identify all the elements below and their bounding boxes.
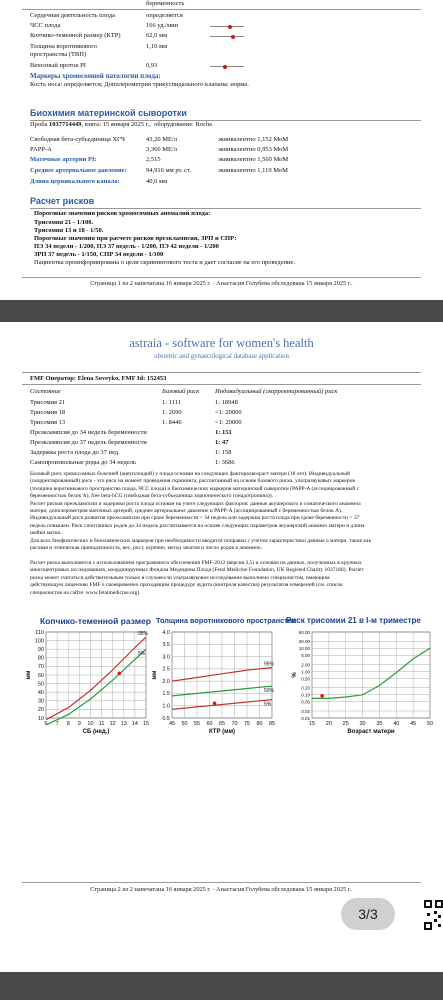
x-tick-label: 35	[376, 721, 383, 727]
divider	[22, 277, 421, 278]
y-tick-label: 40	[37, 690, 44, 696]
y-axis-label: мм	[26, 670, 32, 680]
y-tick-label: 60	[37, 672, 44, 679]
paragraph-line: (толщина воротникового пространства плода, ЧСС плода) и биохимических маркеров материнской сыворотки (PAPP-A (ассоциированный с	[30, 485, 360, 492]
risk-line: ЗРП 37 недель - 1/150, СПР 34 недели - 1/100	[34, 251, 164, 258]
biochem-value: 3,360 МЕ/л	[146, 146, 178, 153]
table-header: Базовый риск	[162, 388, 200, 395]
risk-line: Трисомия 13 и 18 - 1/50.	[34, 227, 104, 234]
row-value: 0,93	[146, 62, 158, 69]
range-bar	[210, 66, 244, 67]
markers-text: Кость носа: определяется; Допплерометрия трикуспидального клапана: норма.	[30, 81, 249, 88]
row-value: 1,10 мм	[146, 43, 168, 50]
y-tick-label: 2.00	[301, 662, 310, 668]
paragraph-line: специалистов на сайте: www.fetalmedicine.org).	[30, 589, 141, 596]
series-label: 5%	[138, 651, 146, 658]
table-row-name: Трисомия 21	[30, 399, 66, 406]
report-page-2	[0, 322, 443, 972]
x-tick-label: 11	[98, 721, 105, 727]
x-tick-label: 55	[193, 721, 201, 727]
x-tick-label: 45	[410, 721, 417, 727]
sample-line: Проба 1037714449, взята: 15 января 2025 г., оборудование: Roche.	[30, 121, 214, 128]
y-axis-label: мм	[152, 670, 158, 680]
risk-line: Пороговые значения рисков хромосомных аномалий плода:	[34, 210, 211, 217]
divider	[22, 372, 421, 373]
y-tick-label: 50.00	[298, 629, 310, 635]
y-tick-label: 1.0	[162, 703, 170, 710]
paragraph-line: Расчет риска выполняется с использованием программного обеспечения FMF-2012 (версия 3,5) и основан на данных, полученных в крупных	[30, 560, 362, 566]
report-page-1	[0, 0, 443, 300]
x-tick-label: 75	[243, 721, 251, 727]
nt-chart-title: Толщина воротникового пространства	[156, 616, 297, 625]
y-tick-label: 100	[34, 638, 44, 645]
qr-code-icon	[422, 896, 443, 936]
table-row-base: 1: 8446	[162, 419, 182, 426]
x-tick-label: 15	[308, 721, 316, 727]
row-label: Сердечная деятельность плода	[30, 12, 116, 19]
divider	[22, 384, 421, 385]
paragraph-line: беременностью белок А), free beta-hCG (свободная бета-субъединица хорионического гонадотропина)).	[30, 493, 273, 500]
t21-chart-title: Риск трисомии 21 в I-м триместре	[286, 616, 421, 625]
y-tick-label: 80	[37, 655, 44, 662]
x-axis-label: Возраст матери	[347, 729, 395, 735]
y-tick-label: 2.0	[162, 678, 170, 685]
y-tick-label: 0.02	[301, 708, 310, 714]
y-tick-label: 3.0	[162, 654, 170, 661]
row-value: 62,0 мм	[146, 32, 168, 39]
row-value: определяется	[146, 12, 183, 19]
page-footer: Страница 1 из 2 напечатана 16 января 2025 г. · Анастасия Голубева обследована 15 января 2025 г..	[90, 280, 353, 287]
y-tick-label: 2.5	[162, 666, 170, 673]
measurement-point	[320, 694, 324, 698]
x-tick-label: 9	[77, 721, 81, 727]
x-tick-label: 12	[109, 721, 116, 727]
paragraph-line: риска может считаться действительным только в случаеесли ультразвуковое исследование выполнено специалистом, имеющим	[30, 574, 330, 581]
risk-line: Пороговые значения при расчете рисков преэклампсии, ЗРП и СПР:	[34, 235, 237, 242]
paragraph-line: матери, допплерометрия маточных артерий, среднее артериальное давление и PAPP-A (ассоциированный с беременностью белок А).	[30, 508, 343, 514]
biochem-label: Маточные артерии PI:	[30, 156, 97, 163]
nt-chart	[150, 628, 285, 738]
measurement-point	[118, 671, 122, 675]
range-bar	[210, 36, 244, 37]
y-axis-label: %	[292, 672, 298, 678]
y-tick-label: 10	[37, 715, 44, 722]
y-tick-label: 0.50	[301, 676, 310, 682]
x-tick-label: 80	[256, 721, 263, 727]
table-row-ind: 1: 18948	[215, 399, 238, 406]
table-row-base: 1: 1111	[162, 399, 181, 406]
x-tick-label: 13	[120, 721, 127, 727]
range-bar	[210, 26, 244, 27]
page-footer: Страница 2 из 2 напечатана 16 января 2025 г. · Анастасия Голубева обследована 15 января 2025 г..	[90, 886, 353, 893]
series-label: 95%	[264, 661, 275, 668]
x-tick-label: 6	[44, 721, 48, 727]
logo-title: astraia - software for women's health	[129, 336, 314, 350]
x-tick-label: 8	[66, 721, 70, 727]
x-axis-label: КТР (мм)	[208, 729, 236, 735]
paragraph-line: Для всех биофизических и биохимических маркеров при необходимости вводятся поправки с учетом характеристики данные о матери, такие как	[30, 537, 372, 544]
y-tick-label: 10.00	[298, 646, 310, 652]
paragraph-line: Индивидуальный риск развития преэклампсии при сроке беременности < 34 недель или задержки роста плода при сроке беременности < 37	[30, 515, 360, 522]
biochem-value: 2,515	[146, 156, 161, 163]
cut-text: беременность	[146, 0, 185, 7]
y-tick-label: 3.5	[162, 642, 170, 649]
x-axis-label: СБ (нед.)	[82, 729, 110, 735]
series-label: 50%	[264, 688, 275, 695]
divider	[30, 208, 421, 209]
series-label: 95%	[138, 631, 149, 638]
table-row-ind: 1: 3686	[215, 459, 235, 466]
plot-area	[312, 632, 430, 718]
logo-subtitle: obstetric and gynaecological database application	[154, 353, 289, 360]
paragraph-line: многоцентровых исследованиях, координируемых Фондом Медицины Плода (Fetal Medicine Foundation, UK Registed Charity 1037166). Расчет	[30, 567, 364, 574]
x-tick-label: 40	[393, 721, 400, 727]
y-tick-label: 50	[37, 681, 44, 688]
paragraph-line: недель повышен. Риск спонтанных родов до 34 недель рассчитывается на основе следующих параметров акушерский анамнез матери и длина	[30, 522, 365, 529]
risk-line: Трисомия 21 - 1/100.	[34, 219, 94, 226]
y-tick-label: 30	[37, 698, 44, 705]
x-tick-label: 50	[181, 721, 188, 727]
biochem-title: Биохимия материнской сыворотки	[30, 108, 187, 118]
x-tick-label: 85	[268, 721, 276, 727]
x-tick-label: 30	[359, 721, 366, 727]
measurement-dot	[231, 35, 235, 39]
y-tick-label: 1.5	[162, 691, 170, 698]
x-tick-label: 20	[325, 721, 332, 727]
table-row-ind: <1: 20000	[215, 409, 242, 416]
y-tick-label: 20.00	[298, 639, 310, 645]
table-row-base: 1: 2690	[162, 409, 182, 416]
x-tick-label: 25	[342, 721, 349, 727]
table-row-name: Задержка роста плода до 37 нед.	[30, 449, 120, 456]
biochem-value: 94,916 мм рт. ст.	[146, 167, 191, 174]
paragraph-line: Расчет рисков преэклампсии и задержки роста плода основан на учете следующих факторов: данные акушерского и соматического анамнеза	[30, 500, 361, 507]
row-label: Толщина воротникового	[30, 43, 97, 50]
paragraph-line: расовая и этническая принадлежность, вес, рост, курение, метод зачатия и число родов в анамнезе.	[30, 545, 263, 551]
table-row-name: Преэклампсия до 34 недель беременности	[30, 429, 147, 436]
divider	[22, 882, 421, 883]
table-header: Состояние	[30, 388, 61, 395]
y-tick-label: 1.00	[301, 669, 310, 675]
paragraph-line: шейки матки.	[30, 530, 62, 537]
table-header: Индивидуальный (скорректированный) риск	[215, 388, 338, 395]
y-tick-label: 4.0	[162, 629, 170, 636]
x-tick-label: 45	[168, 721, 176, 727]
page-counter[interactable]: 3/3	[341, 898, 395, 930]
table-row-ind: 1: 151	[215, 429, 232, 436]
y-tick-label: 20	[37, 707, 44, 714]
x-tick-label: 60	[206, 721, 213, 727]
x-tick-label: 15	[142, 721, 150, 727]
y-tick-label: 0.20	[301, 685, 310, 691]
divider	[22, 9, 421, 10]
table-row-name: Трисомия 18	[30, 409, 66, 416]
table-row-name: Преэклампсия до 37 недель беременности	[30, 439, 147, 446]
biochem-equiv: эквивалентно 1,119 МоМ	[218, 167, 288, 174]
table-row-name: Трисомия 13	[30, 419, 66, 426]
measurement-dot	[223, 65, 227, 69]
measurement-point	[213, 701, 217, 705]
y-tick-label: 0.01	[301, 715, 310, 721]
crl-chart-title: Копчико-теменной размер	[40, 616, 151, 626]
y-tick-label: 0.05	[301, 699, 310, 705]
table-row-ind: 1: 47	[215, 439, 229, 446]
biochem-value: 40,0 мм	[146, 178, 168, 185]
row-label: пространства (ТВП)	[30, 51, 87, 58]
markers-title: Маркеры хромосомной патологии плода:	[30, 72, 161, 80]
row-label: Копчико-теменной размер (КТР)	[30, 32, 121, 39]
x-tick-label: 14	[131, 721, 138, 727]
row-label: ЧСС плода	[30, 22, 61, 29]
t21-chart	[282, 628, 437, 738]
x-tick-label: 70	[231, 721, 238, 727]
y-tick-label: 0.5	[162, 715, 170, 722]
x-tick-label: 65	[218, 721, 226, 727]
table-row-ind: <1: 20000	[215, 419, 242, 426]
biochem-label: Свободная бета-субъединица ХГЧ	[30, 136, 126, 143]
risk-line: ПЭ 34 недели - 1/200, ПЭ 37 недель - 1/200, ПЭ 42 недели - 1/200	[34, 243, 219, 250]
x-tick-label: 50	[426, 721, 434, 727]
biochem-label: PAPP-A	[30, 146, 52, 153]
y-tick-label: 0.10	[301, 692, 310, 698]
table-row-ind: 1: 158	[215, 449, 232, 456]
y-tick-label: 110	[35, 629, 44, 636]
row-label: Венозный проток PI	[30, 62, 86, 69]
series-label: 5%	[264, 701, 272, 708]
paragraph-line: Базовый риск хромосомных болезней (анеуплоидий) у плода основан на следующих факторахвозраст матери (18 лет). Индивидуальный	[30, 471, 350, 477]
measurement-dot	[228, 25, 232, 29]
y-tick-label: 90	[37, 647, 44, 653]
biochem-equiv: эквивалентно 1,152 МоМ	[218, 136, 289, 143]
paragraph-line: действующую лицензию FMF о своевременно проходящим процедуру аудита (контроля качества) результатов измерений (см. список	[30, 582, 343, 589]
biochem-label: Длина цервикального канала:	[30, 178, 120, 185]
table-row-name: Самопроизвольные роды до 34 недель	[30, 459, 136, 466]
risk-line: Пациентка проинформирована о цели скринингового теста и дает согласие на его проведение.	[34, 259, 296, 266]
y-tick-label: 5.00	[301, 653, 310, 659]
biochem-value: 43,20 МЕ/л	[146, 136, 178, 143]
y-tick-label: 70	[37, 664, 44, 671]
x-tick-label: 10	[87, 721, 94, 727]
operator-line: FMF Оператор: Elena Soveyko, FMF Id: 152453	[30, 375, 167, 382]
biochem-label: Среднее артериальное давление:	[30, 167, 127, 174]
crl-chart	[22, 628, 162, 738]
risk-title: Расчет рисков	[30, 196, 95, 206]
row-value: 166 уд./мин	[146, 22, 179, 29]
biochem-equiv: эквивалентно 0,953 МоМ	[218, 146, 289, 153]
x-tick-label: 7	[55, 721, 59, 727]
biochem-equiv: эквивалентно 1,560 МоМ	[218, 156, 289, 163]
paragraph-line: (скорректированный) риск - это риск на момент проведения скрининга, рассчитанный на основе базового риска, ультразвуковых маркеров	[30, 478, 355, 485]
